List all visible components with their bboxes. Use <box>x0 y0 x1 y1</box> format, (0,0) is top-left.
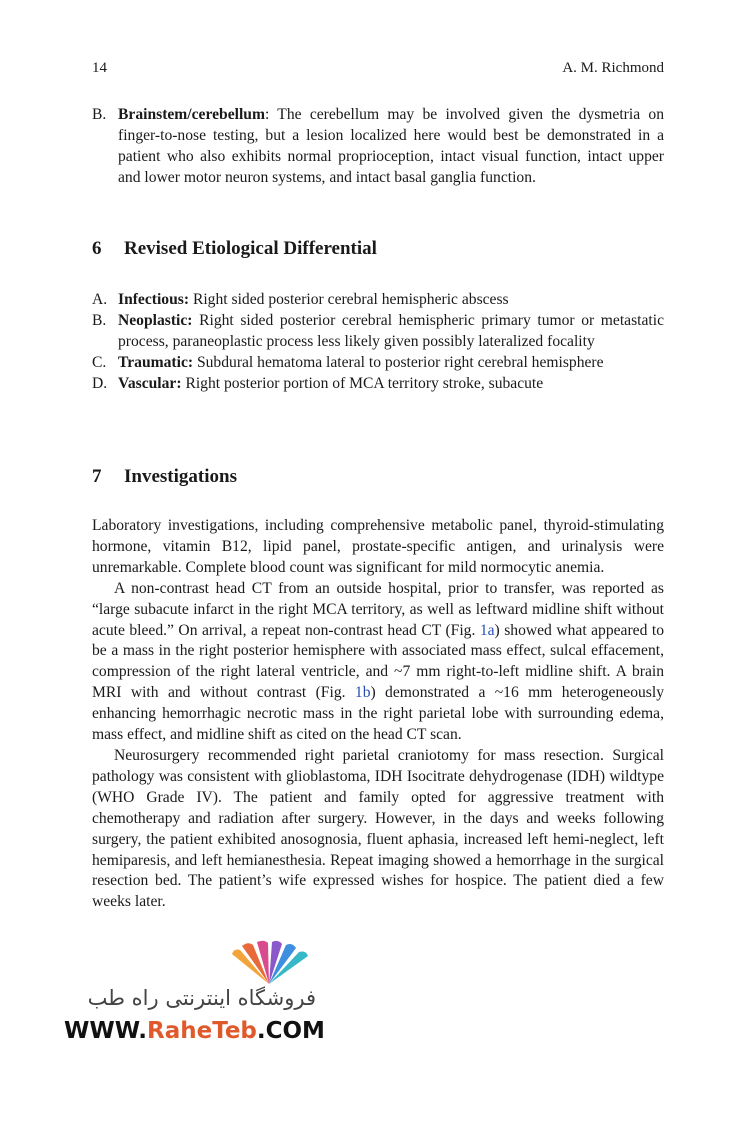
item-label: D. <box>92 375 108 392</box>
investigations-body <box>92 516 664 913</box>
book-fan-icon <box>224 940 314 986</box>
item-label: B. <box>92 106 107 123</box>
item-body: Right sided posterior cerebral hemispheric abscess <box>189 291 509 308</box>
section-number: 6 <box>92 238 102 259</box>
paragraph: Neurosurgery recommended right parietal craniotomy for mass resection. Surgical pathology was consistent with glioblastoma, IDH Isocitrate dehydrogenase (IDH) wildtype (WHO Grade IV). The patient and family opted for aggressive treatment with chemotherapy and radiation after surgery. However, in the days and weeks following surgery, the patient exhibited anosognosia, fluent aphasia, increased left hemi-neglect, left hemiparesis, and left hemianesthesia. Repeat imaging showed a hemorrhage in the surgical resection bed. The patient’s wife expressed wishes for hospice. The patient died a few weeks later. <box>92 746 664 911</box>
section-title: Revised Etiological Differential <box>124 238 377 259</box>
item-body: Subdural hematoma lateral to posterior right cerebral hemisphere <box>193 354 604 371</box>
item-term: Brainstem/cerebellum <box>118 106 265 123</box>
section-title: Investigations <box>124 466 237 487</box>
figure-link[interactable]: 1a <box>479 621 495 639</box>
list-item-brainstem <box>92 104 664 188</box>
item-label: C. <box>92 354 107 371</box>
item-term: Infectious: <box>118 291 190 308</box>
item-term: Traumatic: <box>118 354 194 371</box>
paragraph-text: ) showed what appeared to be a mass in the right posterior hemisphere with associated mass effect, sulcal effacement, compression of the right lateral ventricle, and ~7 mm right-to-left midline shift. A brain MRI with and without contrast (Fig. <box>92 621 664 702</box>
item-text <box>118 289 664 310</box>
paragraph-text: ) demonstrated a ~16 mm heterogeneously enhancing hemorrhagic necrotic mass in the right parietal lobe with surrounding edema, mass effect, and midline shift as cited on the head CT scan. <box>92 684 664 744</box>
url-brand: RaheTeb <box>146 1018 257 1044</box>
url-suffix: .COM <box>256 1018 325 1044</box>
item-label: B. <box>92 312 107 329</box>
item-body: Right sided posterior cerebral hemispheric primary tumor or metastatic process, paraneoplastic process less likely given possibly lateralized focality <box>118 312 664 350</box>
section-heading-7 <box>92 466 664 488</box>
item-body: : The cerebellum may be involved given the dysmetria on finger-to-nose testing, but a lesion localized here would best be demonstrated in a patient who also exhibits normal proprioception, intact visual function, intact upper and lower motor neuron systems, and intact basal ganglia function. <box>118 106 664 186</box>
watermark-persian-text: فروشگاه اینترنتی راه طب <box>87 986 316 1010</box>
running-author: A. M. Richmond <box>562 60 664 76</box>
item-term: Neoplastic: <box>118 312 193 329</box>
item-label: A. <box>92 291 108 308</box>
item-text <box>118 352 664 373</box>
figure-link[interactable]: 1b <box>354 684 371 702</box>
watermark-url <box>64 1018 325 1044</box>
list-item <box>92 310 664 352</box>
list-item <box>92 352 664 373</box>
list-item <box>92 289 664 310</box>
paragraph-text: A non-contrast head CT from an outside hospital, prior to transfer, was reported as “large subacute infarct in the right MCA territory, as well as leftward midline shift without acute bleed.” On arrival, a repeat non-contrast head CT (Fig. <box>92 579 664 639</box>
list-item <box>92 373 664 394</box>
url-prefix: WWW. <box>64 1018 147 1044</box>
page-number: 14 <box>92 60 107 76</box>
item-text <box>118 104 664 188</box>
item-text <box>118 310 664 352</box>
section-number: 7 <box>92 466 102 487</box>
item-text <box>118 373 664 394</box>
watermark <box>64 940 324 1050</box>
item-term: Vascular: <box>118 375 182 392</box>
paragraph: Laboratory investigations, including comprehensive metabolic panel, thyroid-stimulating hormone, vitamin B12, lipid panel, prostate-specific antigen, and urinalysis were unremarkable. Complete blood count was significant for mild normocytic anemia. <box>92 517 664 576</box>
section-heading-6 <box>92 238 664 260</box>
paragraph <box>92 579 664 746</box>
differential-list <box>92 289 664 394</box>
running-head <box>92 60 664 80</box>
item-body: Right posterior portion of MCA territory stroke, subacute <box>181 375 544 392</box>
